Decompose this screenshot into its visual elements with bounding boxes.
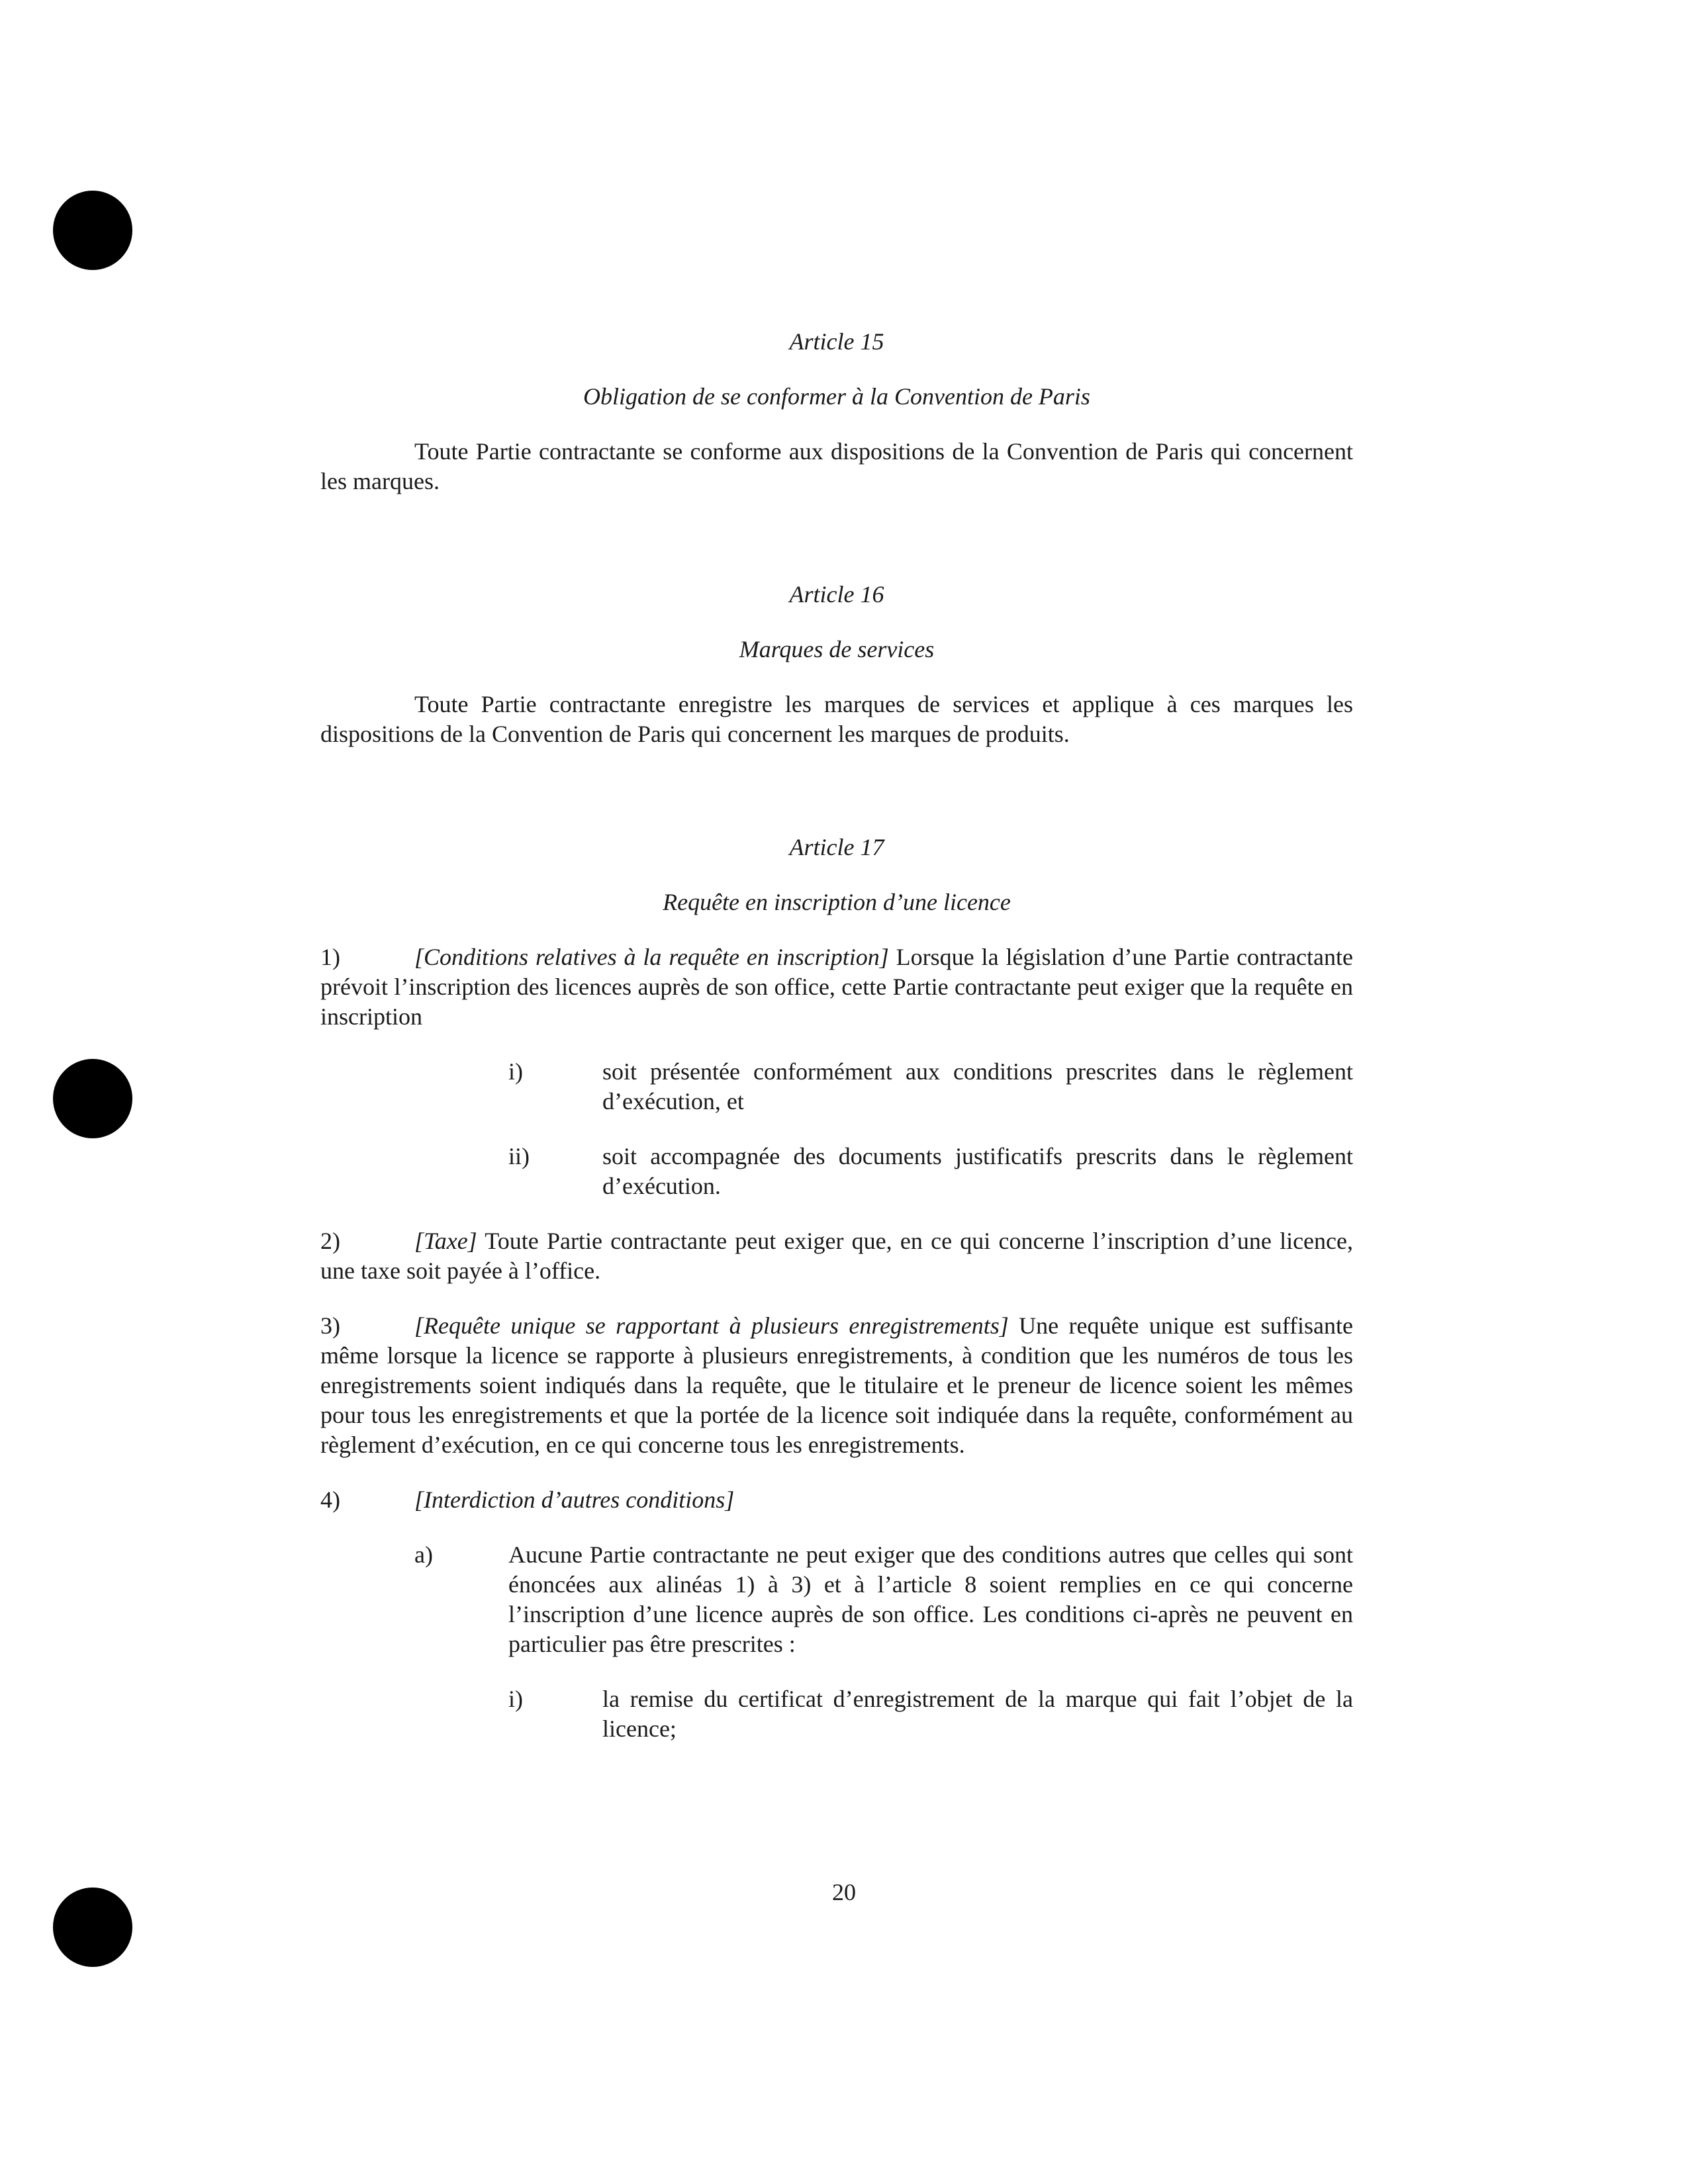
paragraph-number: 2) bbox=[320, 1228, 340, 1254]
paragraph-heading: [Taxe] bbox=[414, 1228, 477, 1254]
article-15 bbox=[320, 327, 1353, 496]
article-title: Obligation de se conformer à la Convention de Paris bbox=[583, 383, 1090, 410]
list-item bbox=[508, 1057, 1353, 1116]
article-title: Marques de services bbox=[739, 636, 935, 662]
subparagraph-a bbox=[414, 1540, 1353, 1659]
item-text: soit accompagnée des documents justificatifs prescrits dans le règlement d’exécution. bbox=[602, 1143, 1353, 1199]
article-16 bbox=[320, 580, 1353, 749]
item-marker: a) bbox=[414, 1541, 433, 1568]
paragraph-number: 3) bbox=[320, 1312, 340, 1339]
paragraph-number: 4) bbox=[320, 1486, 340, 1513]
paragraph-2 bbox=[320, 1226, 1353, 1286]
item-text: Aucune Partie contractante ne peut exiger que des conditions autres que celles qui sont énoncées aux alinéas 1) à 3) et à l’article 8 soient remplies en ce qui concerne l’inscription d’une licence auprès de son office. Les conditions ci-après ne peuvent en particulier pas être prescrites : bbox=[508, 1541, 1353, 1657]
item-marker: i) bbox=[508, 1686, 523, 1712]
punch-hole-top bbox=[53, 191, 132, 270]
item-text: la remise du certificat d’enregistrement de la marque qui fait l’objet de la licence; bbox=[602, 1686, 1353, 1742]
article-17 bbox=[320, 833, 1353, 1744]
article-number: Article 15 bbox=[789, 328, 884, 355]
paragraph-number: 1) bbox=[320, 944, 340, 970]
item-text: soit présentée conformément aux conditions prescrites dans le règlement d’exécution, et bbox=[602, 1058, 1353, 1115]
article-title: Requête en inscription d’une licence bbox=[663, 889, 1011, 915]
paragraph-heading: [Requête unique se rapportant à plusieurs enregistrements] bbox=[414, 1312, 1009, 1339]
item-marker: ii) bbox=[508, 1143, 530, 1169]
item-marker: i) bbox=[508, 1058, 523, 1085]
paragraph-heading: [Conditions relatives à la requête en inscription] bbox=[414, 944, 889, 970]
list-item bbox=[508, 1684, 1353, 1744]
paragraph-1-items bbox=[508, 1057, 1353, 1201]
paragraph-heading: [Interdiction d’autres conditions] bbox=[414, 1486, 735, 1513]
paragraph-4 bbox=[320, 1485, 1353, 1515]
list-item bbox=[508, 1142, 1353, 1201]
article-number: Article 17 bbox=[789, 834, 884, 860]
paragraph-text: Toute Partie contractante peut exiger que, en ce qui concerne l’inscription d’une licence, une taxe soit payée à l’office. bbox=[320, 1228, 1353, 1284]
article-number: Article 16 bbox=[789, 581, 884, 608]
punch-hole-middle bbox=[53, 1059, 132, 1138]
paragraph-4-subparagraphs bbox=[414, 1540, 1353, 1659]
article-body: Toute Partie contractante se conforme aux dispositions de la Convention de Paris qui concernent les marques. bbox=[320, 438, 1353, 494]
paragraph-1 bbox=[320, 942, 1353, 1032]
paragraph-4-items bbox=[508, 1684, 1353, 1744]
paragraph-text: Lorsque la législation d’une Partie contractante prévoit l’inscription des licences auprès de son office, cette Partie contractante peut exiger que la requête en inscription bbox=[320, 944, 1353, 1030]
paragraph-3 bbox=[320, 1311, 1353, 1460]
article-body: Toute Partie contractante enregistre les marques de services et applique à ces marques les dispositions de la Convention de Paris qui concernent les marques de produits. bbox=[320, 691, 1353, 747]
document-page bbox=[320, 327, 1353, 1744]
page-number: 20 bbox=[832, 1879, 856, 1905]
paragraph-text: Une requête unique est suffisante même lorsque la licence se rapporte à plusieurs enregistrements, à condition que les numéros de tous les enregistrements soient indiqués dans la requête, que le titulaire et le preneur de licence soient les mêmes pour tous les enregistrements et que la portée de la licence soit indiquée dans la requête, conformément au règlement d’exécution, en ce qui concerne tous les enregistrements. bbox=[320, 1312, 1353, 1458]
